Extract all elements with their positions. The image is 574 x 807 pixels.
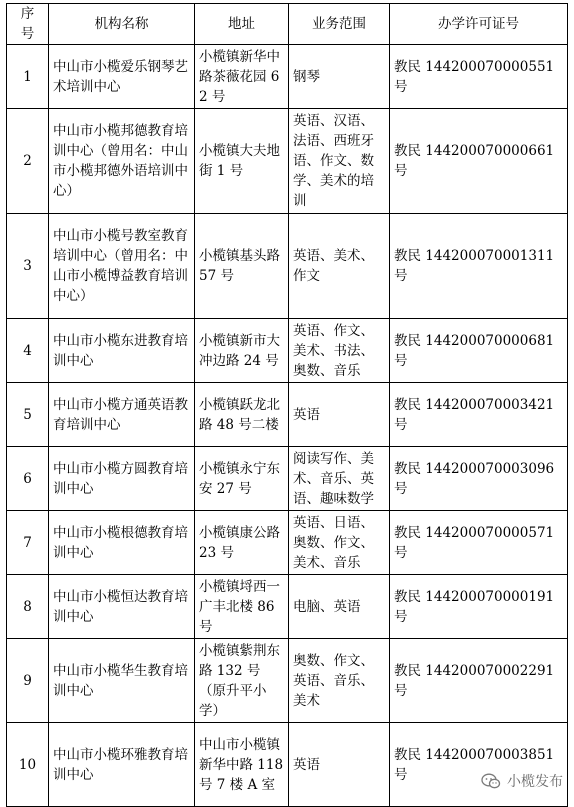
table-row <box>7 214 568 319</box>
table-row <box>7 723 568 807</box>
cell-address: 小榄镇基头路 57 号 <box>195 214 289 319</box>
cell-name: 中山市小榄方通英语教育培训中心 <box>49 383 195 447</box>
cell-address: 小榄镇永宁东安 27 号 <box>195 447 289 511</box>
table-row <box>7 447 568 511</box>
watermark-text: 小榄发布 <box>507 774 563 790</box>
cell-seq: 10 <box>7 723 49 807</box>
cell-scope: 英语 <box>289 383 390 447</box>
cell-name: 中山市小榄号教室教育培训中心（曾用名：中山市小榄博益教育培训中心） <box>49 214 195 319</box>
cell-seq: 4 <box>7 319 49 383</box>
header-seq: 序号 <box>7 4 49 45</box>
cell-name: 中山市小榄爱乐钢琴艺术培训中心 <box>49 45 195 109</box>
cell-seq: 3 <box>7 214 49 319</box>
cell-address: 小榄镇新华中路茶薇花园 62 号 <box>195 45 289 109</box>
cell-seq: 5 <box>7 383 49 447</box>
table-row <box>7 575 568 639</box>
cell-license: 教民 144200070003421 号 <box>390 383 568 447</box>
table-row <box>7 109 568 214</box>
cell-name: 中山市小榄东进教育培训中心 <box>49 319 195 383</box>
cell-name: 中山市小榄邦德教育培训中心（曾用名：中山市小榄邦德外语培训中心） <box>49 109 195 214</box>
cell-seq: 6 <box>7 447 49 511</box>
cell-seq: 1 <box>7 45 49 109</box>
cell-seq: 8 <box>7 575 49 639</box>
cell-scope: 英语、日语、奥数、作文、美术、音乐 <box>289 511 390 575</box>
cell-license: 教民 144200070000191 号 <box>390 575 568 639</box>
table-row <box>7 511 568 575</box>
cell-license: 教民 144200070000681 号 <box>390 319 568 383</box>
wechat-chat-icon <box>481 773 501 790</box>
cell-license: 教民 144200070001311 号 <box>390 214 568 319</box>
cell-scope: 英语、作文、美术、书法、奥数、音乐 <box>289 319 390 383</box>
cell-address: 小榄镇埒西一广丰北楼 86 号 <box>195 575 289 639</box>
cell-scope: 奥数、作文、英语、音乐、美术 <box>289 639 390 723</box>
cell-scope: 电脑、英语 <box>289 575 390 639</box>
table-row <box>7 639 568 723</box>
cell-scope: 英语、汉语、法语、西班牙语、作文、数学、美术的培训 <box>289 109 390 214</box>
cell-seq: 9 <box>7 639 49 723</box>
cell-address: 小榄镇新市大冲边路 24 号 <box>195 319 289 383</box>
header-license: 办学许可证号 <box>390 4 568 45</box>
cell-seq: 2 <box>7 109 49 214</box>
cell-address: 中山市小榄镇新华中路 118 号 7 楼 A 室 <box>195 723 289 807</box>
cell-name: 中山市小榄方圆教育培训中心 <box>49 447 195 511</box>
cell-license: 教民 144200070000551 号 <box>390 45 568 109</box>
cell-address: 小榄镇跃龙北路 48 号二楼 <box>195 383 289 447</box>
header-address: 地址 <box>195 4 289 45</box>
table-row <box>7 319 568 383</box>
header-name: 机构名称 <box>49 4 195 45</box>
cell-name: 中山市小榄根德教育培训中心 <box>49 511 195 575</box>
cell-scope: 阅读写作、美术、音乐、英语、趣味数学 <box>289 447 390 511</box>
cell-seq: 7 <box>7 511 49 575</box>
cell-license: 教民 144200070002291 号 <box>390 639 568 723</box>
cell-scope: 英语 <box>289 723 390 807</box>
cell-scope: 钢琴 <box>289 45 390 109</box>
cell-name: 中山市小榄恒达教育培训中心 <box>49 575 195 639</box>
table-row <box>7 45 568 109</box>
cell-address: 小榄镇紫荆东路 132 号（原升平小学） <box>195 639 289 723</box>
cell-address: 小榄镇康公路 23 号 <box>195 511 289 575</box>
source-watermark <box>478 770 566 792</box>
cell-scope: 英语、美术、作文 <box>289 214 390 319</box>
cell-license: 教民 144200070000571 号 <box>390 511 568 575</box>
cell-license: 教民 144200070003096 号 <box>390 447 568 511</box>
cell-name: 中山市小榄华生教育培训中心 <box>49 639 195 723</box>
cell-license: 教民 144200070003851 号 <box>390 723 568 807</box>
table-row <box>7 383 568 447</box>
school-registry-table <box>6 3 568 807</box>
cell-address: 小榄镇大夫地街 1 号 <box>195 109 289 214</box>
header-row <box>7 4 568 45</box>
cell-name: 中山市小榄环雅教育培训中心 <box>49 723 195 807</box>
cell-license: 教民 144200070000661 号 <box>390 109 568 214</box>
header-scope: 业务范围 <box>289 4 390 45</box>
